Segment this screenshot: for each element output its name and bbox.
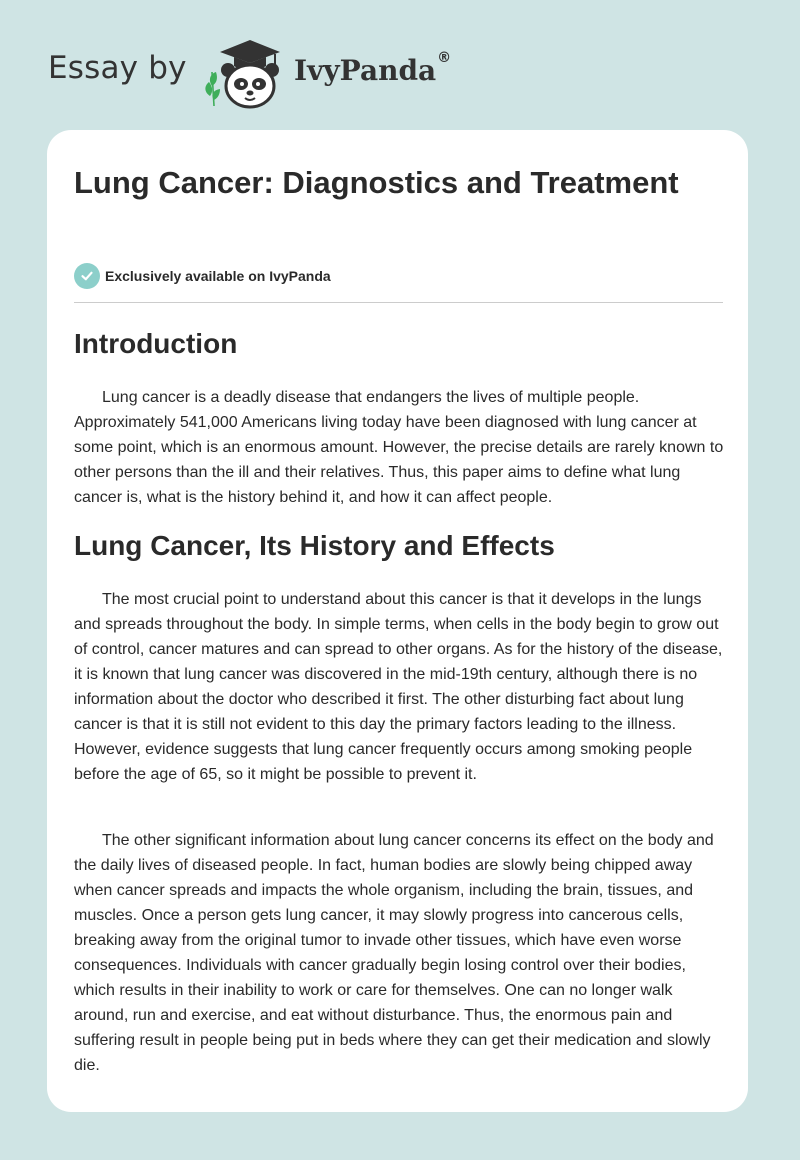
divider (74, 302, 723, 303)
section-heading-history: Lung Cancer, Its History and Effects (74, 530, 555, 561)
registered-mark: ® (437, 50, 452, 66)
paragraph: The most crucial point to understand about this cancer is that it develops in the lungs and spreads throughout the body. In simple terms, when cells in the body begin to grow out of control, cancer matures and can spread to other organs. As for the history of the disease, it is known that lung cancer was discovered in the mid-19th century, although there is no information about the doctor who described it first. The other disturbing fact about lung cancer is that it is still not evident to this day the primary factors leading to the illness. However, evidence suggests that lung cancer frequently occurs among smoking people before the age of 65, so it might be possible to prevent it. (74, 591, 723, 783)
check-icon (74, 263, 100, 289)
paragraph: Lung cancer is a deadly disease that endangers the lives of multiple people. Approximately 541,000 Americans living today have been diagnosed with lung cancer at some point, which is an enormous amount. However, the precise details are rarely known to other persons than the ill and their relatives. Thus, this paper aims to define what lung cancer is, what is the history behind it, and how it can affect people. (74, 389, 724, 506)
section-heading-introduction: Introduction (74, 328, 238, 359)
essay-card (47, 130, 748, 1112)
page-title: Lung Cancer: Diagnostics and Treatment (74, 165, 679, 200)
paragraph: The other significant information about lung cancer concerns its effect on the body and the daily lives of diseased people. In fact, human bodies are slowly being chipped away when cancer spreads and impacts the whole organism, including the brain, tissues, and muscles. Once a person gets lung cancer, it may slowly progress into cancerous cells, breaking away from the original tumor to invade other tissues, which have even worse consequences. Individuals with cancer gradually begin losing control over their bodies, which results in their inability to work or care for themselves. One can no longer walk around, run and exercise, and eat without disturbance. Thus, the enormous pain and suffering result in people being put in beds where they can get their medication and slowly die. (74, 832, 714, 1074)
badge-label: Exclusively available on IvyPanda (105, 268, 331, 284)
brand-name[interactable]: IvyPanda® (294, 50, 452, 87)
site-header (0, 0, 800, 130)
brand-prefix: Essay by (48, 50, 187, 86)
panda-graduate-logo-icon[interactable] (200, 36, 292, 110)
exclusive-badge (74, 263, 331, 289)
